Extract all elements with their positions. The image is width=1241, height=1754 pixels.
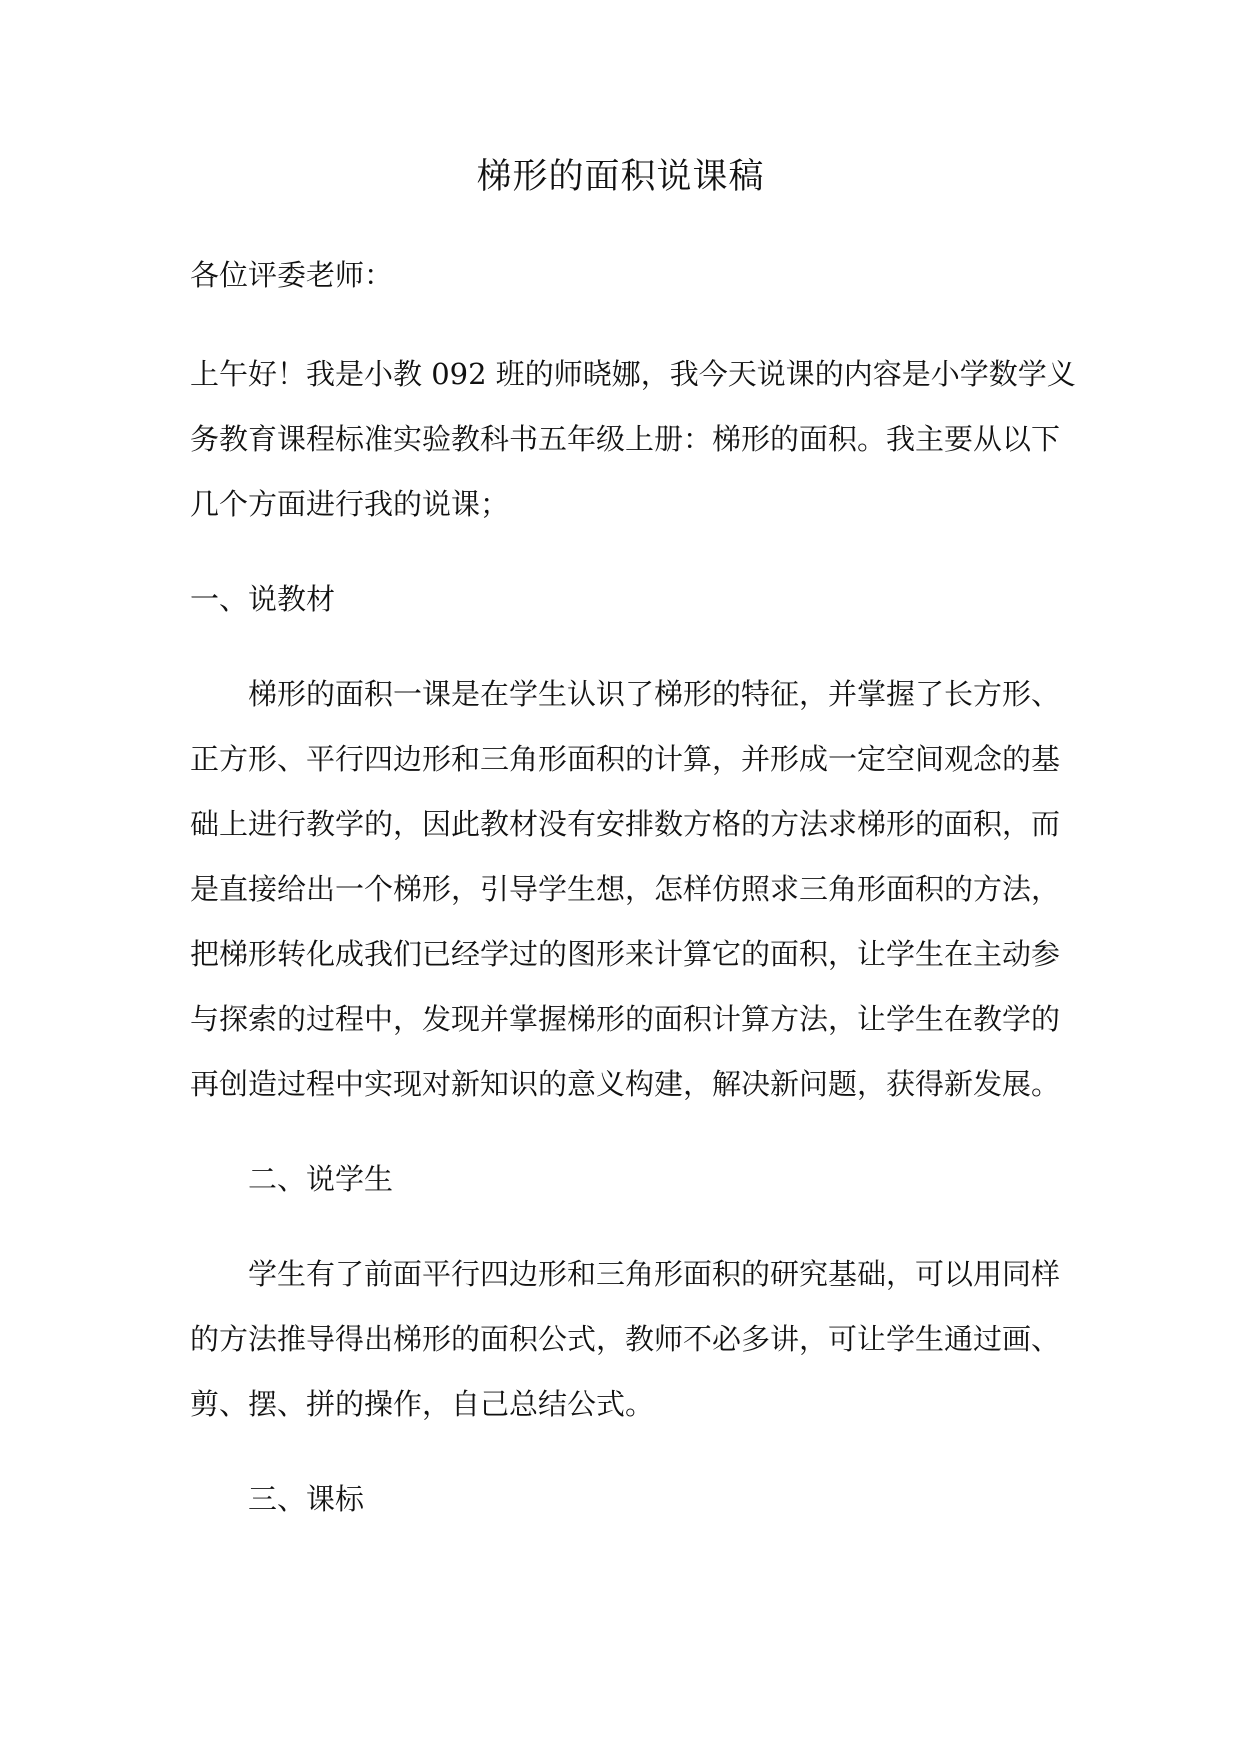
paragraph-line: 再创造过程中实现对新知识的意义构建，解决新问题，获得新发展。 — [190, 1067, 1061, 1101]
paragraph-line: 梯形的面积一课是在学生认识了梯形的特征，并掌握了长方形、 — [248, 677, 1061, 711]
paragraph-line: 学生有了前面平行四边形和三角形面积的研究基础，可以用同样 — [248, 1257, 1061, 1291]
paragraph-line: 剪、摆、拼的操作，自己总结公式。 — [190, 1387, 655, 1421]
salutation: 各位评委老师： — [190, 258, 394, 292]
paragraph-line: 与探索的过程中，发现并掌握梯形的面积计算方法，让学生在教学的 — [190, 1002, 1061, 1036]
paragraph-line: 础上进行教学的，因此教材没有安排数方格的方法求梯形的面积，而 — [190, 807, 1061, 841]
intro-line: 务教育课程标准实验教科书五年级上册：梯形的面积。我主要从以下 — [190, 422, 1061, 456]
document-title: 梯形的面积说课稿 — [476, 157, 765, 197]
paragraph-line: 把梯形转化成我们已经学过的图形来计算它的面积，让学生在主动参 — [190, 937, 1061, 971]
paragraph-line: 是直接给出一个梯形，引导学生想，怎样仿照求三角形面积的方法， — [190, 872, 1061, 906]
intro-line: 上午好！我是小教 092 班的师晓娜，我今天说课的内容是小学数学义 — [190, 357, 1076, 391]
paragraph-line: 正方形、平行四边形和三角形面积的计算，并形成一定空间观念的基 — [190, 742, 1061, 776]
intro-line: 几个方面进行我的说课； — [190, 487, 510, 521]
section-heading: 一、说教材 — [190, 582, 336, 616]
paragraph-line: 的方法推导得出梯形的面积公式，教师不必多讲，可让学生通过画、 — [190, 1322, 1061, 1356]
section-heading: 三、课标 — [248, 1482, 365, 1516]
section-heading: 二、说学生 — [248, 1162, 394, 1196]
